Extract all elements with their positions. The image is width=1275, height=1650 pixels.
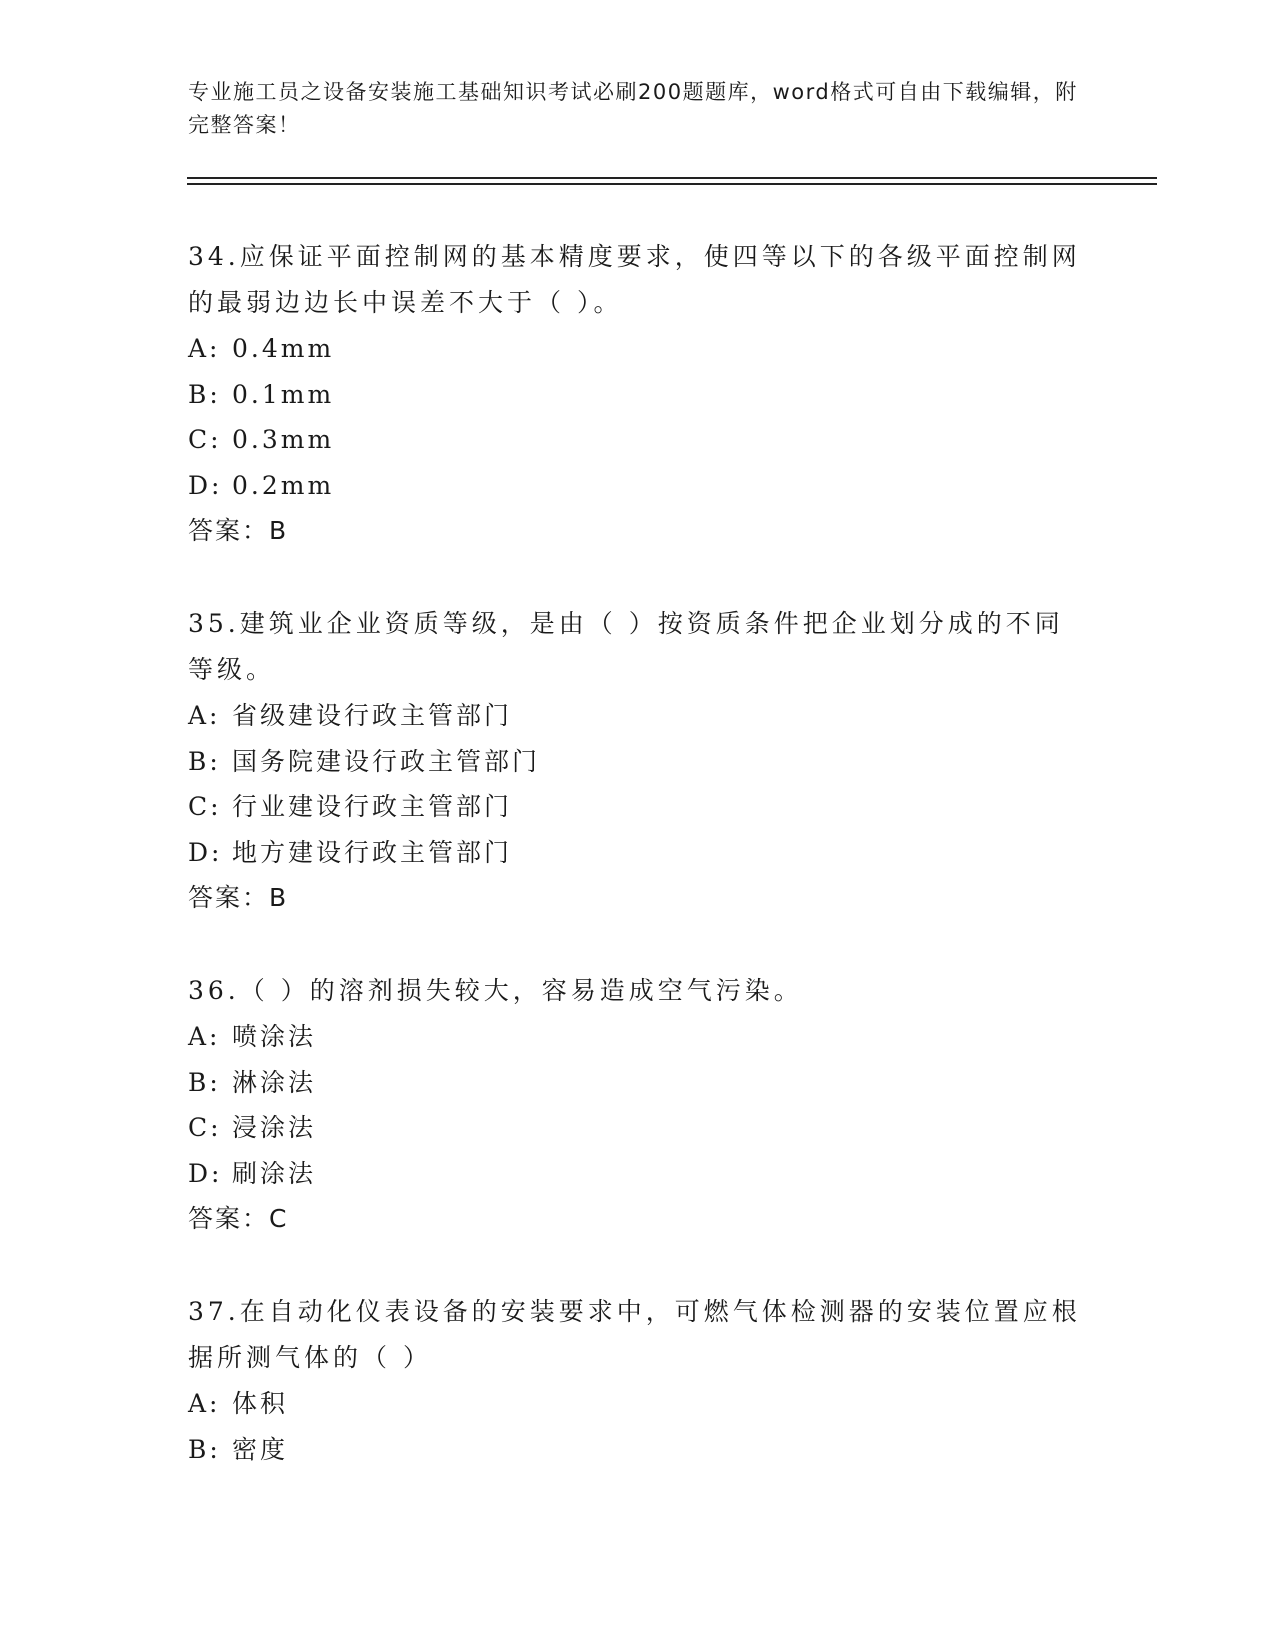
- option-text: 浸涂法: [232, 1113, 317, 1142]
- option-text: 0.2mm: [232, 470, 335, 500]
- option-d: [188, 463, 1088, 509]
- question-34: [188, 234, 1088, 554]
- option-c: [188, 1105, 1088, 1151]
- question-text: 37.在自动化仪表设备的安装要求中，可燃气体检测器的安装位置应根据所测气体的（ ）: [188, 1297, 1081, 1372]
- option-b: [188, 1060, 1088, 1106]
- answer-value: B: [269, 883, 289, 912]
- option-text: 省级建设行政主管部门: [232, 701, 513, 730]
- answer-label: 答案：: [188, 883, 270, 912]
- answer-value: B: [269, 516, 289, 545]
- option-text: 淋涂法: [232, 1067, 317, 1097]
- header-divider-top: [187, 177, 1157, 179]
- option-key: D:: [188, 470, 223, 500]
- option-c: [188, 417, 1088, 463]
- option-d: [188, 1151, 1088, 1197]
- answer-label: 答案：: [188, 1204, 270, 1233]
- question-35: [188, 601, 1088, 921]
- option-text: 体积: [232, 1389, 289, 1418]
- option-key: A:: [188, 334, 221, 363]
- answer-line: [188, 875, 1088, 921]
- question-36: [188, 968, 1088, 1242]
- answer-line: [188, 1196, 1088, 1242]
- option-a: [188, 1381, 1088, 1427]
- option-text: 0.4mm: [232, 334, 335, 363]
- option-text: 喷涂法: [232, 1022, 317, 1051]
- option-b: [188, 372, 1088, 418]
- option-key: A:: [188, 1389, 221, 1418]
- option-key: A:: [188, 1022, 221, 1051]
- option-key: D:: [188, 837, 223, 867]
- question-text: 34.应保证平面控制网的基本精度要求，使四等以下的各级平面控制网的最弱边边长中误差不大于（ ）。: [188, 242, 1081, 317]
- option-a: [188, 1014, 1088, 1060]
- question-text: 35.建筑业企业资质等级，是由（ ）按资质条件把企业划分成的不同等级。: [188, 609, 1064, 684]
- option-text: 刷涂法: [232, 1158, 317, 1188]
- option-key: A:: [188, 701, 221, 730]
- option-text: 0.1mm: [232, 379, 335, 409]
- option-c: [188, 784, 1088, 830]
- option-key: D:: [188, 1158, 223, 1188]
- option-a: [188, 326, 1088, 372]
- question-37: [188, 1289, 1088, 1472]
- answer-label: 答案：: [188, 516, 270, 545]
- document-title: 专业施工员之设备安装施工基础知识考试必刷200题题库，word格式可自由下载编辑，附完整答案！: [188, 80, 1078, 137]
- option-key: B:: [188, 746, 221, 776]
- option-text: 行业建设行政主管部门: [232, 792, 513, 821]
- option-text: 地方建设行政主管部门: [232, 837, 513, 867]
- option-d: [188, 830, 1088, 876]
- option-key: B:: [188, 1067, 221, 1097]
- document-header: [188, 76, 1088, 142]
- option-key: C:: [188, 1113, 222, 1142]
- option-text: 国务院建设行政主管部门: [232, 746, 541, 776]
- option-b: [188, 1427, 1088, 1473]
- option-key: C:: [188, 425, 222, 454]
- option-key: B:: [188, 379, 221, 409]
- option-b: [188, 739, 1088, 785]
- option-key: C:: [188, 792, 222, 821]
- option-text: 0.3mm: [232, 425, 335, 454]
- question-list: [188, 234, 1088, 1519]
- option-key: B:: [188, 1434, 221, 1464]
- header-divider-bottom: [187, 183, 1157, 185]
- question-text: 36.（ ）的溶剂损失较大，容易造成空气污染。: [188, 976, 803, 1005]
- option-a: [188, 693, 1088, 739]
- answer-value: C: [269, 1204, 289, 1233]
- answer-line: [188, 508, 1088, 554]
- option-text: 密度: [232, 1434, 289, 1464]
